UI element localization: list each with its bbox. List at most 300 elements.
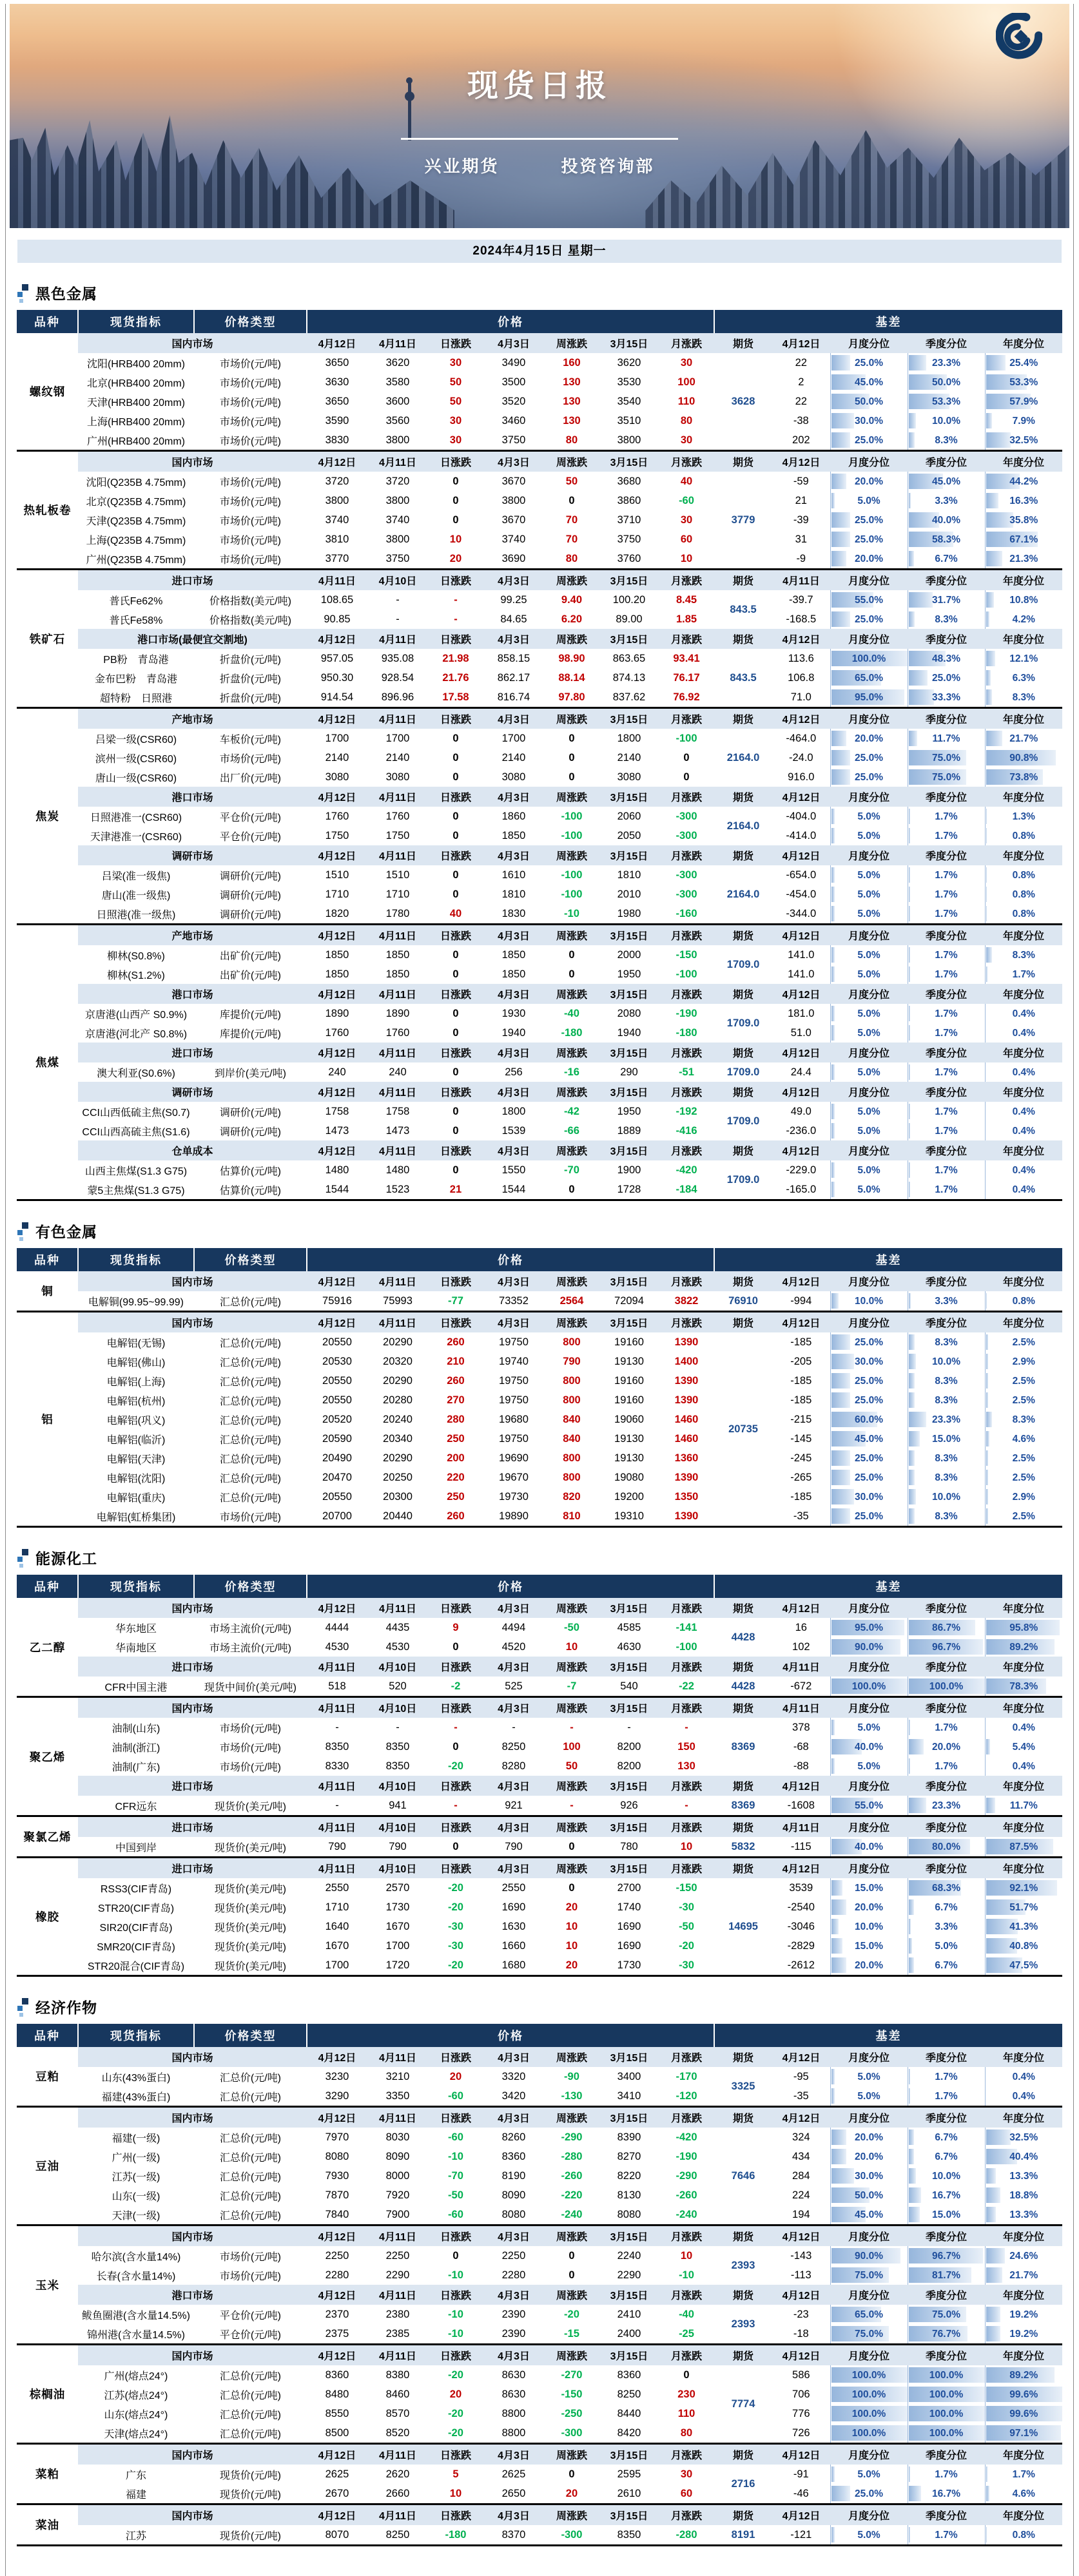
price-cell: 4530 xyxy=(367,1637,428,1657)
percentile-value: 0.4% xyxy=(1013,2071,1035,2082)
percentile-cell xyxy=(830,885,908,904)
change-cell: 0 xyxy=(428,807,483,826)
column-label: 3月15日 xyxy=(599,1140,659,1160)
column-label: 4月3日 xyxy=(483,1657,544,1677)
change-cell: -150 xyxy=(659,945,714,965)
basis-cell: -9 xyxy=(772,549,830,570)
percentile-value: 1.7% xyxy=(935,1722,957,1733)
percentile-cell xyxy=(908,2484,985,2504)
section-table xyxy=(17,1575,1062,1977)
percentile-cell xyxy=(908,1878,985,1898)
price-cell: 2610 xyxy=(599,2484,659,2504)
percentile-bar xyxy=(909,2486,922,2501)
market-label: 进口市场 xyxy=(78,570,307,591)
change-cell: 0 xyxy=(428,491,483,510)
indicator-header: 现货指标 xyxy=(78,310,194,333)
indicator-cell: 吕梁(准一级焦) xyxy=(78,865,194,885)
market-label: 国内市场 xyxy=(78,1312,307,1333)
percentile-value: 20.0% xyxy=(855,733,883,744)
bullet-square xyxy=(17,1230,23,1235)
price-cell: 19200 xyxy=(599,1487,659,1506)
percentile-value: 0.8% xyxy=(1013,889,1035,900)
percentile-bar xyxy=(986,413,992,428)
indicator-cell: 电解铝(杭州) xyxy=(78,1390,194,1410)
column-label: 月涨跌 xyxy=(659,1816,714,1838)
column-label: 月度分位 xyxy=(830,451,908,472)
percentile-value: 11.7% xyxy=(1010,1800,1038,1811)
price-cell: 1820 xyxy=(307,904,367,925)
column-label: 季度分位 xyxy=(908,2444,985,2465)
indicator-cell: 电解铜(99.95~99.99) xyxy=(78,1291,194,1312)
change-cell: -90 xyxy=(544,2067,599,2086)
column-label: 月度分位 xyxy=(830,1858,908,1879)
change-cell: 1460 xyxy=(659,1410,714,1429)
price-type-cell: 现货中间价(美元/吨) xyxy=(194,1677,307,1697)
column-label: 年度分位 xyxy=(985,2345,1062,2366)
price-cell: 3750 xyxy=(483,430,544,451)
column-label: 3月15日 xyxy=(599,2225,659,2247)
percentile-value: 8.3% xyxy=(935,435,957,446)
subheader-row xyxy=(17,451,1062,472)
percentile-bar xyxy=(831,512,851,528)
change-cell: 840 xyxy=(544,1429,599,1448)
column-label: 月度分位 xyxy=(830,2285,908,2305)
basis-cell: -24.0 xyxy=(772,748,830,767)
percentile-cell xyxy=(985,2205,1062,2225)
price-cell: 4494 xyxy=(483,1618,544,1637)
percentile-value: 1.7% xyxy=(935,870,957,881)
column-label: 4月12日 xyxy=(772,1858,830,1879)
price-type-cell: 市场价(元/吨) xyxy=(194,372,307,392)
indicator-cell: 唐山(准一级焦) xyxy=(78,885,194,904)
price-cell: 3580 xyxy=(367,372,428,392)
indicator-cell: 柳林(S0.8%) xyxy=(78,945,194,965)
percentile-cell xyxy=(830,2265,908,2285)
subheader-row xyxy=(17,1082,1062,1102)
percentile-value: 65.0% xyxy=(855,673,883,684)
column-label: 3月15日 xyxy=(599,1858,659,1879)
table-row xyxy=(17,1737,1062,1756)
percentile-value: 6.7% xyxy=(935,2151,957,2162)
price-cell: 3650 xyxy=(307,392,367,411)
column-label: 年度分位 xyxy=(985,1657,1062,1677)
column-label: 4月12日 xyxy=(307,629,367,649)
percentile-bar xyxy=(831,1182,835,1197)
price-cell: 8350 xyxy=(599,2525,659,2546)
percentile-cell xyxy=(985,807,1062,826)
market-label: 进口市场 xyxy=(78,1657,307,1677)
percentile-value: 3.3% xyxy=(935,495,957,506)
report-title: 现货日报 xyxy=(10,61,1069,105)
price-type-cell: 现货价(美元/吨) xyxy=(194,1878,307,1898)
percentile-cell xyxy=(830,1291,908,1312)
percentile-cell xyxy=(830,1618,908,1637)
percentile-value: 20.0% xyxy=(855,2151,883,2162)
price-type-cell: 现货价(元/吨) xyxy=(194,2465,307,2484)
percentile-value: 5.0% xyxy=(857,1126,880,1137)
change-cell: -420 xyxy=(659,1160,714,1180)
percentile-cell xyxy=(908,2128,985,2147)
price-type-cell: 平仓价(元/吨) xyxy=(194,2324,307,2345)
column-label: 日涨跌 xyxy=(428,1816,483,1838)
column-label: 月度分位 xyxy=(830,2345,908,2366)
percentile-cell xyxy=(908,1121,985,1140)
price-cell: 19160 xyxy=(599,1371,659,1390)
percentile-value: 20.0% xyxy=(855,553,883,564)
percentile-bar xyxy=(909,1182,910,1197)
percentile-cell xyxy=(908,610,985,629)
change-cell: -190 xyxy=(659,2147,714,2166)
indicator-cell: 油制(山东) xyxy=(78,1718,194,1737)
price-cell: 3800 xyxy=(599,430,659,451)
futures-cell: 843.5 xyxy=(714,649,772,708)
percentile-value: 33.3% xyxy=(932,692,960,703)
percentile-value: 80.0% xyxy=(932,1841,960,1852)
market-label: 产地市场 xyxy=(78,708,307,729)
column-label: 4月3日 xyxy=(483,984,544,1004)
price-cell: 2550 xyxy=(307,1878,367,1898)
percentile-cell xyxy=(830,1448,908,1468)
table-row xyxy=(17,2128,1062,2147)
bullet-square xyxy=(17,1557,23,1562)
percentile-cell xyxy=(908,1468,985,1487)
column-label: 周涨跌 xyxy=(544,2107,599,2128)
percentile-bar xyxy=(831,966,835,982)
change-cell: 6.20 xyxy=(544,610,599,629)
column-label: 4月11日 xyxy=(367,925,428,946)
price-cell: 19680 xyxy=(483,1410,544,1429)
indicator-cell: 江苏(一级) xyxy=(78,2166,194,2186)
price-cell: - xyxy=(483,1718,544,1737)
variety-cell: 橡胶 xyxy=(17,1858,78,1976)
futures-cell: 2164.0 xyxy=(714,807,772,845)
percentile-cell xyxy=(985,1837,1062,1858)
table-row xyxy=(17,1004,1062,1023)
price-cell: 8350 xyxy=(367,1756,428,1776)
percentile-value: 0.4% xyxy=(1013,1184,1035,1195)
market-label: 国内市场 xyxy=(78,1271,307,1291)
percentile-value: 90.8% xyxy=(1009,753,1038,764)
price-cell: 290 xyxy=(599,1062,659,1082)
percentile-value: 0.4% xyxy=(1013,1067,1035,1078)
percentile-cell xyxy=(830,2465,908,2484)
price-type-cell: 市场价(元/吨) xyxy=(194,1506,307,1527)
price-cell: 2670 xyxy=(307,2484,367,2504)
percentile-bar xyxy=(909,1431,920,1447)
column-label: 季度分位 xyxy=(908,2225,985,2247)
column-label: 周涨跌 xyxy=(544,1140,599,1160)
column-label: 3月15日 xyxy=(599,1697,659,1718)
change-cell: -15 xyxy=(544,2324,599,2345)
percentile-cell xyxy=(830,2128,908,2147)
price-cell: - xyxy=(307,1796,367,1816)
price-cell: 20300 xyxy=(367,1487,428,1506)
percentile-bar xyxy=(831,2168,855,2184)
price-cell: 858.15 xyxy=(483,649,544,668)
change-cell: -20 xyxy=(428,1756,483,1776)
price-cell: 8630 xyxy=(483,2385,544,2404)
percentile-value: 0.4% xyxy=(1013,1106,1035,1117)
column-label: 4月11日 xyxy=(367,1271,428,1291)
change-cell: -60 xyxy=(428,2086,483,2107)
change-cell: -50 xyxy=(428,2186,483,2205)
percentile-bar xyxy=(831,611,851,627)
percentile-bar xyxy=(909,2168,917,2184)
indicator-cell: 电解铝(虹桥集团) xyxy=(78,1506,194,1527)
price-type-cell: 调研价(元/吨) xyxy=(194,1121,307,1140)
price-cell: 75993 xyxy=(367,1291,428,1312)
basis-cell: -143 xyxy=(772,2246,830,2265)
column-label: 周涨跌 xyxy=(544,787,599,807)
percentile-value: 1.7% xyxy=(935,2469,957,2480)
column-label: 4月12日 xyxy=(307,925,367,946)
futures-cell: 1709.0 xyxy=(714,1102,772,1140)
futures-cell: 2716 xyxy=(714,2465,772,2504)
column-label: 年度分位 xyxy=(985,925,1062,946)
percentile-value: 25.0% xyxy=(855,1376,883,1387)
indicator-cell: 山东(一级) xyxy=(78,2186,194,2205)
table-row xyxy=(17,1352,1062,1371)
price-cell: 8190 xyxy=(483,2166,544,2186)
column-label: 月度分位 xyxy=(830,2107,908,2128)
percentile-value: 5.0% xyxy=(857,870,880,881)
price-cell: 3520 xyxy=(483,392,544,411)
subheader-row xyxy=(17,1271,1062,1291)
change-cell: 0 xyxy=(428,1023,483,1043)
price-cell: 874.13 xyxy=(599,668,659,687)
percentile-cell xyxy=(908,1448,985,1468)
basis-cell: 378 xyxy=(772,1718,830,1737)
banner xyxy=(10,4,1069,228)
column-label: 期货 xyxy=(714,1697,772,1718)
market-label: 国内市场 xyxy=(78,2345,307,2366)
price-cell: 1680 xyxy=(483,1956,544,1976)
table-header-row xyxy=(17,1575,1062,1598)
column-label: 4月11日 xyxy=(367,984,428,1004)
column-label: 4月11日 xyxy=(307,1858,367,1879)
percentile-cell xyxy=(830,2385,908,2404)
percentile-value: 75.0% xyxy=(932,753,960,764)
percentile-cell xyxy=(830,2525,908,2546)
column-label: 日涨跌 xyxy=(428,2047,483,2067)
percentile-cell xyxy=(908,1837,985,1858)
price-cell: 8000 xyxy=(367,2166,428,2186)
table-row xyxy=(17,2186,1062,2205)
percentile-value: 50.0% xyxy=(855,396,883,407)
price-type-cell: 平仓价(元/吨) xyxy=(194,2305,307,2324)
variety-cell: 乙二醇 xyxy=(17,1598,78,1697)
basis-cell: -39 xyxy=(772,510,830,530)
column-label: 日涨跌 xyxy=(428,1598,483,1618)
table-row xyxy=(17,1637,1062,1657)
price-type-cell: 现货价(美元/吨) xyxy=(194,1956,307,1976)
basis-header: 基差 xyxy=(714,1248,1062,1271)
percentile-cell xyxy=(908,1332,985,1352)
percentile-cell xyxy=(985,549,1062,570)
price-cell: 8030 xyxy=(367,2128,428,2147)
price-type-cell: 出矿价(元/吨) xyxy=(194,945,307,965)
change-cell: -40 xyxy=(544,1004,599,1023)
basis-cell: -95 xyxy=(772,2067,830,2086)
percentile-value: 0.4% xyxy=(1013,1165,1035,1176)
change-cell: 110 xyxy=(659,392,714,411)
percentile-value: 20.0% xyxy=(855,1960,883,1971)
indicator-cell: 江苏(熔点24°) xyxy=(78,2385,194,2404)
market-label: 港口市场 xyxy=(78,787,307,807)
price-cell: 1510 xyxy=(367,865,428,885)
price-type-cell: 调研价(元/吨) xyxy=(194,865,307,885)
column-label: 4月11日 xyxy=(367,1598,428,1618)
basis-cell: 706 xyxy=(772,2385,830,2404)
change-cell: 130 xyxy=(544,372,599,392)
percentile-cell xyxy=(830,1352,908,1371)
percentile-bar xyxy=(831,1880,843,1896)
change-cell: 0 xyxy=(428,885,483,904)
column-label: 4月12日 xyxy=(772,984,830,1004)
percentile-bar xyxy=(986,1489,988,1504)
futures-cell: 2164.0 xyxy=(714,729,772,787)
basis-cell: -185 xyxy=(772,1390,830,1410)
change-cell: 70 xyxy=(544,510,599,530)
price-type-header: 价格类型 xyxy=(194,1248,307,1271)
price-cell: 7970 xyxy=(307,2128,367,2147)
percentile-cell xyxy=(908,767,985,787)
variety-cell: 铝 xyxy=(17,1312,78,1527)
percentile-cell xyxy=(985,1390,1062,1410)
change-cell: -60 xyxy=(428,2205,483,2225)
price-cell: 240 xyxy=(307,1062,367,1082)
percentile-value: 0.4% xyxy=(1013,1008,1035,1019)
price-cell: 790 xyxy=(367,1837,428,1858)
percentile-bar xyxy=(909,493,911,508)
price-type-cell: 市场价(元/吨) xyxy=(194,2246,307,2265)
column-label: 季度分位 xyxy=(908,2107,985,2128)
price-cell: 2400 xyxy=(599,2324,659,2345)
price-type-cell: 汇总价(元/吨) xyxy=(194,1487,307,1506)
price-cell: 1940 xyxy=(599,1023,659,1043)
percentile-bar xyxy=(909,1720,910,1735)
change-cell: 20 xyxy=(428,2385,483,2404)
subheader-row xyxy=(17,2107,1062,2128)
percentile-cell xyxy=(985,2525,1062,2546)
column-label: 月度分位 xyxy=(830,333,908,353)
column-label: 日涨跌 xyxy=(428,451,483,472)
percentile-value: 8.3% xyxy=(935,614,957,625)
price-type-cell: 汇总价(元/吨) xyxy=(194,1332,307,1352)
column-label: 3月15日 xyxy=(599,1271,659,1291)
percentile-cell xyxy=(985,2147,1062,2166)
percentile-bar xyxy=(909,1938,913,1954)
percentile-cell xyxy=(985,610,1062,629)
change-cell: 1350 xyxy=(659,1487,714,1506)
percentile-value: 96.7% xyxy=(932,2251,960,2262)
basis-cell: 71.0 xyxy=(772,687,830,708)
price-header: 价格 xyxy=(307,2024,714,2047)
percentile-value: 0.8% xyxy=(1013,2530,1035,2541)
percentile-cell xyxy=(908,1718,985,1737)
price-type-cell: 汇总价(元/吨) xyxy=(194,2128,307,2147)
column-label: 4月3日 xyxy=(483,1312,544,1333)
percentile-bar xyxy=(909,809,910,824)
change-cell: -270 xyxy=(544,2365,599,2385)
column-label: 4月12日 xyxy=(772,2225,830,2247)
percentile-value: 40.0% xyxy=(855,1742,883,1753)
basis-cell: 181.0 xyxy=(772,1004,830,1023)
percentile-cell xyxy=(985,2128,1062,2147)
indicator-cell: 上海(Q235B 4.75mm) xyxy=(78,530,194,549)
column-label: 月度分位 xyxy=(830,629,908,649)
price-cell: 19160 xyxy=(599,1390,659,1410)
column-label: 4月11日 xyxy=(367,1140,428,1160)
percentile-value: 78.3% xyxy=(1009,1681,1038,1692)
price-cell: 240 xyxy=(367,1062,428,1082)
percentile-value: 45.0% xyxy=(855,2209,883,2220)
percentile-value: 1.7% xyxy=(935,908,957,919)
change-cell: 800 xyxy=(544,1371,599,1390)
column-label: 3月15日 xyxy=(599,1312,659,1333)
change-cell: 0 xyxy=(659,2365,714,2385)
table-row xyxy=(17,1936,1062,1956)
percentile-cell xyxy=(985,1796,1062,1816)
price-cell: 2000 xyxy=(599,945,659,965)
change-cell: 0 xyxy=(428,1837,483,1858)
percentile-cell xyxy=(908,1102,985,1121)
percentile-bar xyxy=(831,809,835,824)
price-type-cell: 折盘价(元/吨) xyxy=(194,649,307,668)
percentile-value: 0.8% xyxy=(1013,870,1035,881)
column-label: 季度分位 xyxy=(908,1598,985,1618)
percentile-bar xyxy=(986,1798,995,1813)
price-cell: 1850 xyxy=(367,945,428,965)
percentile-cell xyxy=(830,668,908,687)
percentile-value: 25.0% xyxy=(855,534,883,545)
price-cell: 1850 xyxy=(483,826,544,845)
table-row xyxy=(17,945,1062,965)
column-label: 4月12日 xyxy=(307,1271,367,1291)
change-cell: 50 xyxy=(428,392,483,411)
table-row xyxy=(17,1332,1062,1352)
percentile-value: 2.5% xyxy=(1013,1472,1035,1483)
change-cell: 30 xyxy=(659,510,714,530)
change-cell: 88.14 xyxy=(544,668,599,687)
table-row xyxy=(17,1371,1062,1390)
percentile-value: 45.0% xyxy=(855,377,883,388)
price-cell: 89.00 xyxy=(599,610,659,629)
column-label: 4月12日 xyxy=(307,787,367,807)
column-label: 4月11日 xyxy=(367,451,428,472)
column-label: 日涨跌 xyxy=(428,2285,483,2305)
price-cell: 816.74 xyxy=(483,687,544,708)
price-cell: 1660 xyxy=(483,1936,544,1956)
price-cell: 7900 xyxy=(367,2205,428,2225)
column-label: 4月12日 xyxy=(772,787,830,807)
price-cell: 1760 xyxy=(307,1023,367,1043)
percentile-bar xyxy=(909,1470,915,1485)
column-label: 期货 xyxy=(714,1140,772,1160)
percentile-cell xyxy=(908,2205,985,2225)
column-label: 4月11日 xyxy=(367,845,428,865)
change-cell: 800 xyxy=(544,1332,599,1352)
percentile-bar xyxy=(909,413,917,428)
percentile-bar xyxy=(986,2267,1003,2283)
change-cell: 21.98 xyxy=(428,649,483,668)
bullet-square xyxy=(19,2013,23,2017)
percentile-cell xyxy=(985,2465,1062,2484)
indicator-cell: CFR远东 xyxy=(78,1796,194,1816)
percentile-value: 6.7% xyxy=(935,2132,957,2143)
price-type-cell: 市场价(元/吨) xyxy=(194,530,307,549)
percentile-bar xyxy=(986,731,1003,746)
